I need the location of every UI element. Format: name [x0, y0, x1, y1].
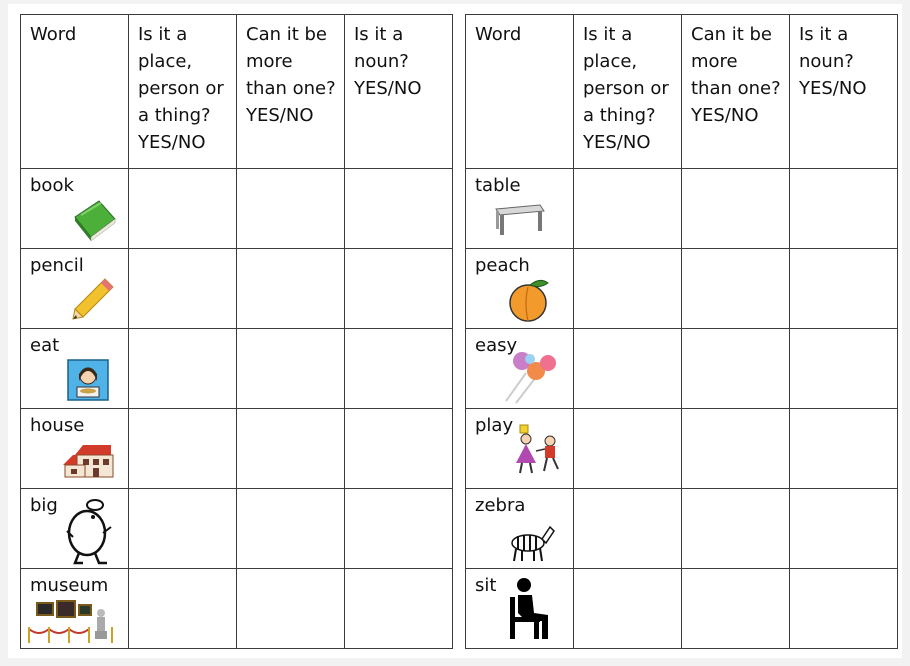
table-row — [21, 569, 453, 649]
word-cell — [21, 569, 129, 649]
answer-cell[interactable] — [237, 569, 345, 649]
answer-cell[interactable] — [237, 249, 345, 329]
table-row — [466, 329, 898, 409]
table-row — [466, 409, 898, 489]
word-label: play — [475, 415, 514, 436]
right-word-table — [465, 14, 898, 649]
header-word: Word — [466, 15, 574, 169]
header-row — [466, 15, 898, 169]
answer-cell[interactable] — [682, 489, 790, 569]
word-label: museum — [30, 575, 109, 596]
word-cell — [466, 249, 574, 329]
answer-cell[interactable] — [345, 409, 453, 489]
answer-cell[interactable] — [129, 569, 237, 649]
answer-cell[interactable] — [574, 489, 682, 569]
word-cell — [21, 489, 129, 569]
answer-cell[interactable] — [574, 569, 682, 649]
green-book-icon — [71, 197, 117, 241]
answer-cell[interactable] — [237, 409, 345, 489]
answer-cell[interactable] — [129, 249, 237, 329]
zebra-icon — [506, 523, 556, 563]
word-label: eat — [30, 335, 60, 356]
answer-cell[interactable] — [682, 249, 790, 329]
word-label: zebra — [475, 495, 526, 516]
word-label: peach — [475, 255, 530, 276]
word-cell — [466, 569, 574, 649]
table-row — [21, 489, 453, 569]
answer-cell[interactable] — [129, 169, 237, 249]
header-more-than-one: Can it be more than one? YES/NO — [237, 15, 345, 169]
answer-cell[interactable] — [129, 329, 237, 409]
left-word-table — [20, 14, 453, 649]
answer-cell[interactable] — [574, 169, 682, 249]
answer-cell[interactable] — [790, 569, 898, 649]
answer-cell[interactable] — [790, 169, 898, 249]
lollipops-icon — [502, 347, 558, 405]
word-label: book — [30, 175, 74, 196]
header-place-person-thing: Is it a place, person or a thing? YES/NO — [574, 15, 682, 169]
big-round-man-icon — [65, 497, 115, 565]
answer-cell[interactable] — [790, 249, 898, 329]
table-row — [466, 489, 898, 569]
museum-gallery-icon — [25, 599, 117, 645]
word-label: table — [475, 175, 521, 196]
word-label: big — [30, 495, 58, 516]
answer-cell[interactable] — [345, 489, 453, 569]
answer-cell[interactable] — [345, 569, 453, 649]
children-playing-icon — [512, 423, 564, 475]
table-icon — [490, 203, 546, 237]
answer-cell[interactable] — [790, 329, 898, 409]
table-row — [466, 169, 898, 249]
answer-cell[interactable] — [574, 409, 682, 489]
header-place-person-thing: Is it a place, person or a thing? YES/NO — [129, 15, 237, 169]
answer-cell[interactable] — [129, 409, 237, 489]
word-label: pencil — [30, 255, 84, 276]
answer-cell[interactable] — [237, 169, 345, 249]
table-row — [21, 249, 453, 329]
answer-cell[interactable] — [682, 409, 790, 489]
answer-cell[interactable] — [345, 329, 453, 409]
answer-cell[interactable] — [574, 249, 682, 329]
word-cell — [21, 169, 129, 249]
pencil-icon — [71, 275, 117, 321]
word-cell — [466, 169, 574, 249]
answer-cell[interactable] — [345, 249, 453, 329]
header-is-noun: Is it a noun? YES/NO — [790, 15, 898, 169]
answer-cell[interactable] — [345, 169, 453, 249]
house-icon — [63, 443, 115, 479]
word-cell — [21, 409, 129, 489]
table-row — [21, 409, 453, 489]
table-row — [466, 569, 898, 649]
worksheet — [8, 4, 902, 658]
word-label: easy — [475, 335, 518, 356]
header-more-than-one: Can it be more than one? YES/NO — [682, 15, 790, 169]
header-row — [21, 15, 453, 169]
person-sitting-icon — [508, 577, 552, 641]
table-row — [21, 169, 453, 249]
answer-cell[interactable] — [574, 329, 682, 409]
answer-cell[interactable] — [129, 489, 237, 569]
word-cell — [21, 249, 129, 329]
girl-eating-icon — [67, 359, 109, 401]
table-row — [466, 249, 898, 329]
word-label: house — [30, 415, 85, 436]
answer-cell[interactable] — [682, 569, 790, 649]
word-cell — [466, 409, 574, 489]
word-cell — [466, 489, 574, 569]
header-word: Word — [21, 15, 129, 169]
answer-cell[interactable] — [790, 409, 898, 489]
answer-cell[interactable] — [790, 489, 898, 569]
table-row — [21, 329, 453, 409]
header-is-noun: Is it a noun? YES/NO — [345, 15, 453, 169]
word-cell — [466, 329, 574, 409]
word-label: sit — [475, 575, 497, 596]
answer-cell[interactable] — [237, 329, 345, 409]
answer-cell[interactable] — [682, 329, 790, 409]
word-cell — [21, 329, 129, 409]
answer-cell[interactable] — [682, 169, 790, 249]
answer-cell[interactable] — [237, 489, 345, 569]
peach-icon — [506, 277, 552, 323]
